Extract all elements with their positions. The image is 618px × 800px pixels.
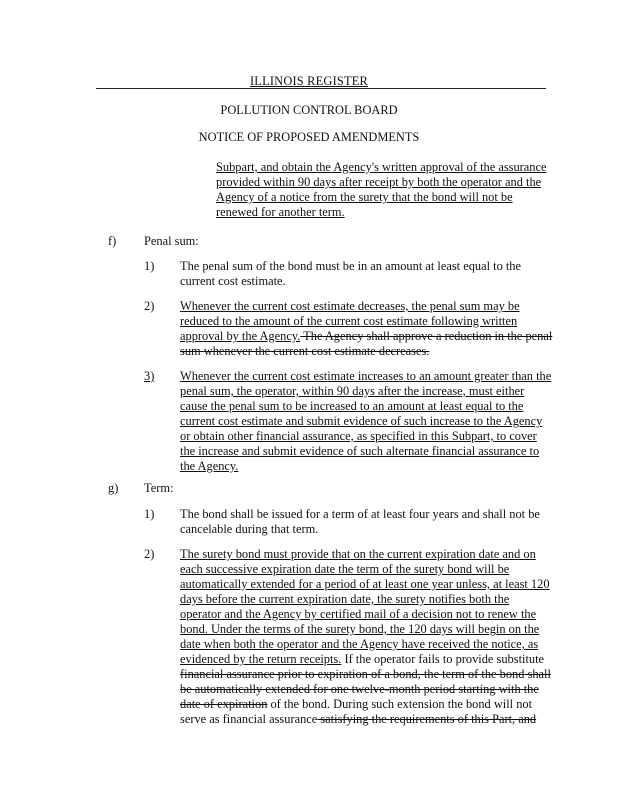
item-g1-text [180,507,540,537]
text-line: bond. Under the terms of the surety bond, the 120 days will begin on the [180,622,540,636]
item-number: 3) [144,369,155,383]
item-f2-number: 2) [144,299,155,313]
deleted-text: The Agency shall approve a reduction in the penal [300,329,553,343]
text-line: current cost estimate and submit evidence of such increase to the Agency [180,414,543,428]
deleted-text: financial assurance prior to expiration of a bond, the term of the bond shall [180,667,551,681]
text-line: the Agency. [180,459,239,473]
item-g1-number: 1) [144,507,155,521]
board-name: POLLUTION CONTROL BOARD [220,103,398,117]
deleted-text: sum whenever the current cost estimate decreases. [180,344,430,358]
item-f3-number [144,369,154,384]
item-f3-text [180,369,551,474]
item-f1-number: 1) [144,259,155,273]
text-line: Whenever the current cost estimate decreases, the penal sum may be [180,299,520,313]
section-f-title: Penal sum: [144,234,199,248]
text-line: the increase and submit evidence of such alternate financial assurance to [180,444,540,458]
text-line [180,652,551,667]
text-line [180,712,551,727]
section-f-marker: f) [108,234,117,248]
text-line: cause the penal sum to be increased to an amount at least equal to the [180,399,524,413]
item-f2-text [180,299,552,359]
deleted-text: be automatically extended for one twelve-month period starting with the [180,682,539,696]
continuation-paragraph [216,160,547,220]
text-line: days before the current expiration date, the surety notifies both the [180,592,510,606]
text-line: reduced to the amount of the current cost estimate following written [180,314,518,328]
text-line: automatically extended for a period of at least one year unless, at least 120 [180,577,550,591]
text-line: renewed for another term. [216,205,345,219]
text-line: current cost estimate. [180,274,286,288]
notice-title: NOTICE OF PROPOSED AMENDMENTS [198,130,420,144]
text-line: Subpart, and obtain the Agency's written approval of the assurance [216,160,547,174]
item-g2-text [180,547,551,727]
text-line: The surety bond must provide that on the current expiration date and on [180,547,536,561]
text-line: Whenever the current cost estimate increases to an amount greater than the [180,369,552,383]
text-line: cancelable during that term. [180,522,319,536]
text-line: each successive expiration date the term of the surety bond will be [180,562,510,576]
text-line: date when both the operator and the Agency have received the notice, as [180,637,539,651]
item-f1-text [180,259,521,289]
section-g-title: Term: [144,481,174,495]
text-line: operator and the Agency by certified mail of a decision not to renew the [180,607,537,621]
item-g2-number: 2) [144,547,155,561]
inserted-text: approval by the Agency. [180,329,301,343]
section-g-marker: g) [108,481,119,495]
text-line [180,329,552,344]
plain-text: serve as financial assurance [180,712,318,726]
text-line [180,697,551,712]
plain-text: of the bond. During such extension the bond will not [267,697,533,711]
text-line: The bond shall be issued for a term of at least four years and shall not be [180,507,540,521]
deleted-text: date of expiration [180,697,268,711]
text-line: provided within 90 days after receipt by both the operator and the [216,175,542,189]
deleted-text: satisfying the requirements of this Part, and [317,712,537,726]
plain-text: If the operator fails to provide substitute [341,652,545,666]
register-title: ILLINOIS REGISTER [249,74,368,88]
text-line: or obtain other financial assurance, as specified in this Subpart, to cover [180,429,537,443]
text-line: penal sum, the operator, within 90 days after the increase, must either [180,384,525,398]
inserted-text: evidenced by the return receipts. [180,652,342,666]
text-line: Agency of a notice from the surety that the bond will not be [216,190,513,204]
text-line: The penal sum of the bond must be in an amount at least equal to the [180,259,522,273]
